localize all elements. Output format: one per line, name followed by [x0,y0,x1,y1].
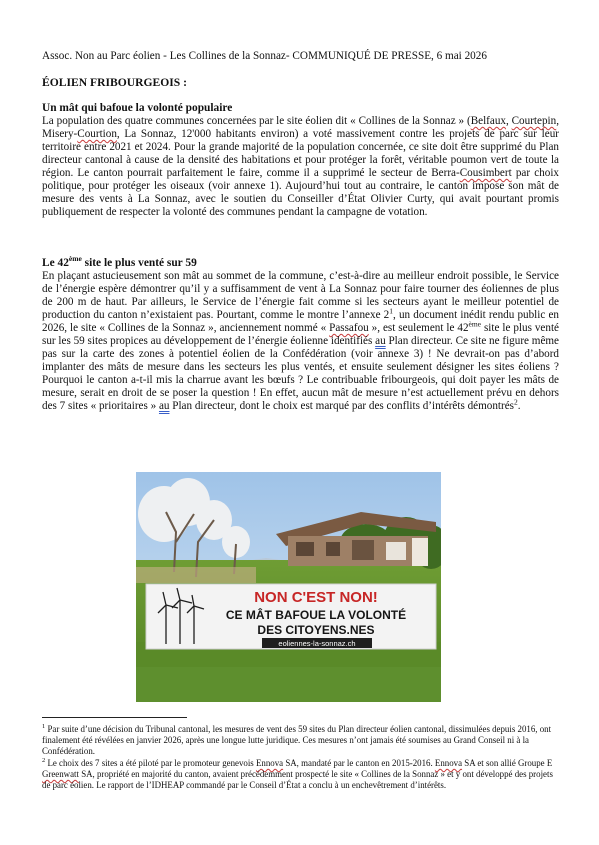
banner-line-2: CE MÂT BAFOUE LA VOLONTÉ [225,608,407,622]
section-heading-2: Le 42ème site le plus venté sur 59 [42,254,197,269]
banner-line-3: DES CITOYENS.NES [257,623,375,637]
banner-url: eoliennes-la-sonnaz.ch [278,639,356,648]
document-header: Assoc. Non au Parc éolien - Les Collines de la Sonnaz- COMMUNIQUÉ DE PRESSE, 6 mai 2026 [42,50,487,62]
footnote-ref-2: 2 [513,396,518,406]
main-title: ÉOLIEN FRIBOURGEOIS : [42,76,187,89]
footnote-separator [42,717,187,718]
protest-banner-photo [136,472,441,702]
footnote-ref-1: 1 [389,306,394,316]
section-1-paragraph: La population des quatre communes concernées par le site éolien dit « Collines de la Sonnaz » (Belfaux, Courtepin, Misery-Courtion, La Sonnaz, 12'000 habitants environ) a voté massivement contre les projets de parc sur leur territoire entre 2021 et 2024. Pour la grande majorité de la population concernée, ce site doit être supprimé du Plan directeur cantonal à cause de la densité des habitations et pour protéger la forêt, véritable poumon vert de toute la région. Le canton pourrait parfaitement le faire, comme il a supprimé le secteur de Berra-Cousimbert par choix politique, pour protéger les oiseaux (voir annexe 1). Aujourd’hui tout au contraire, le canton impose son mât de mesure des vents à La Sonnaz, avec le soutien du Conseiller d’État Olivier Curty, qui avait pourtant promis publiquement de respecter la volonté des communes pendant la campagne de votation. [42,115,559,218]
word-cousimbert: Cousimbert [459,166,512,179]
section-heading-1: Un mât qui bafoue la volonté populaire [42,102,233,114]
section-2-paragraph: En plaçant astucieusement son mât au sommet de la commune, c’est-à-dire au meilleur endroit possible, le Service de l’énergie espère démontrer qu’il y a suffisamment de vent à La Sonnaz pour faire tourner des éoliennes de plus de 200 m de haut. Par ailleurs, le Service de l’énergie fait comme si les secteurs ayant le meilleur potentiel de production du canton n’existaient pas. Pourtant, comme le montre l’annexe $2^1$, un document inédit rendu public en 2026, le site « Collines de la Sonnaz », anciennement nommé « Passafou », est seulement le 42ème site le plus venté sur les 59 sites propices au développement de l’énergie éolienne identifiés au Plan directeur. Ce site ne figure même pas sur la carte des zones à potentiel éolien de la Confédération (voir annexe 3) ! Ne devrait-on pas d’abord implanter des mâts de mesure dans les secteurs les plus ventés, et ensuite seulement désigner les sites éoliens ? Pourquoi le canton a-t-il mis la charrue avant les bœufs ? Le contribuable fribourgeois, qui doit payer les mâts de mesure, serait en droit de se poser la question ! En effet, aucun mât de mesure n’est actuellement prévu en dehors des 7 sites « prioritaires » au Plan directeur, dont le choix est marqué par des conflits d’intérêts démontrés$^2$. [42,270,559,412]
word-belfaux: Belfaux [470,115,506,127]
word-au: au [158,399,170,412]
word-passafou: Passafou [329,321,369,334]
word-courtepin: Courtepin [511,115,557,127]
footnote-1: $^1$ Par suite d’une décision du Tribunal cantonal, les mesures de vent des 59 sites du Plan directeur éolien cantonal, dissimulées depuis 2016, ont finalement été révélées en janvier 2026, après une longue lutte juridique. Ces mesures n’ont jamais été soumises au Grand Conseil ni à la Confédération. [42,723,552,756]
banner-line-1: NON C'EST NON! [254,589,378,606]
word-au: au [375,334,386,347]
footnote-2: $^2$ Le choix des 7 sites a été piloté par le promoteur genevois Ennova SA, mandaté par le canton en 2015-2016. Ennova SA et son allié Groupe E Greenwatt SA, propriété en majorité du canton, avaient précédemment prospecté le site « Collines de la Sonnaz » et y ont développé des projets de parc éolien. Le rapport de l’IDHEAP commandé par le Conseil d’État a conclu à un enchevêtrement d’intérêts. [42,757,553,790]
footnotes [42,724,560,792]
word-courtion: Courtion [77,127,117,140]
